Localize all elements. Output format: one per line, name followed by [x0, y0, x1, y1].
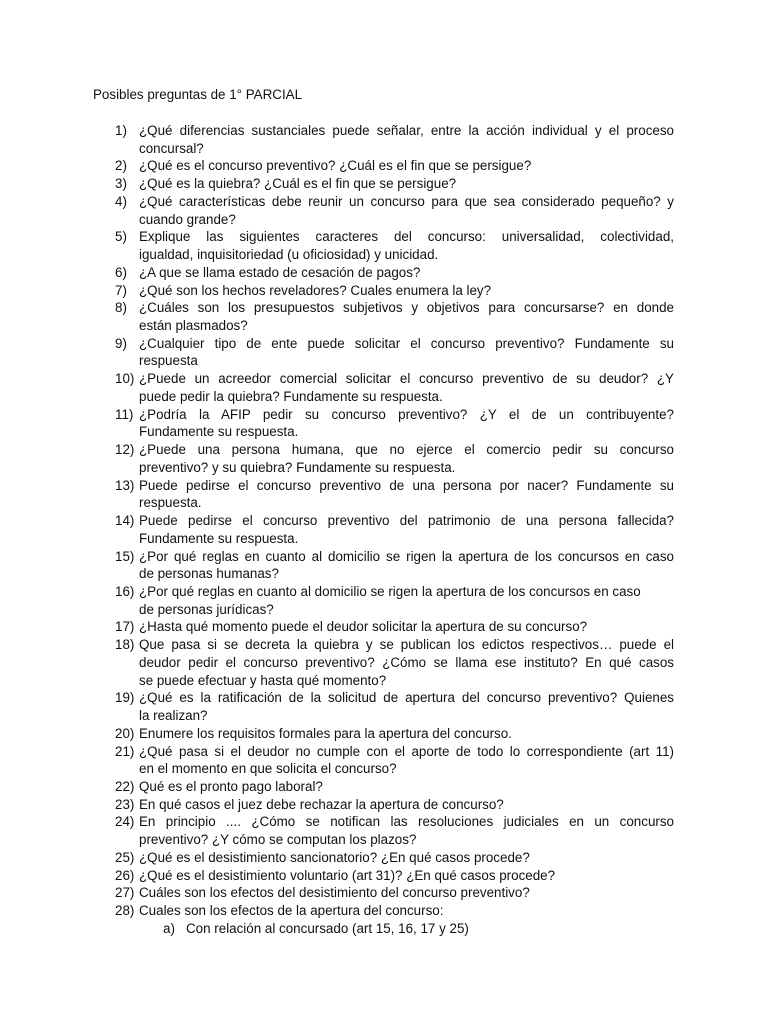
- question-text-line: ¿Qué es la ratificación de la solicitud de apertura del concurso preventivo? Quienes: [139, 690, 674, 706]
- question-number: 14): [115, 513, 135, 529]
- question-text-line: de personas humanas?: [139, 566, 279, 582]
- question-text-line: Qué es el pronto pago laboral?: [139, 779, 323, 794]
- question-text-line: En principio .... ¿Cómo se notifican las resoluciones judiciales en un concurso: [139, 814, 674, 830]
- question-text-line: respuesta.: [139, 495, 202, 511]
- question-text-line: concursal?: [139, 140, 204, 156]
- question-number: 9): [115, 335, 127, 351]
- question-number: 15): [115, 548, 135, 564]
- question-text-line: ¿Podría la AFIP pedir su concurso preventivo? ¿Y el de un contribuyente?: [139, 406, 674, 422]
- question-text-line: ¿Qué es el desistimiento sancionatorio? ¿En qué casos procede?: [139, 849, 530, 865]
- question-number: 21): [115, 743, 135, 759]
- question-text-line: ¿Qué es el desistimiento voluntario (art 31)? ¿En qué casos procede?: [139, 867, 556, 883]
- question-text-line: ¿Puede un acreedor comercial solicitar el concurso preventivo de su deudor? ¿Y: [139, 371, 674, 387]
- question-text-line: ¿Qué características debe reunir un concurso para que sea considerado pequeño? y: [139, 193, 674, 209]
- question-text-line: deudor pedir el concurso preventivo? ¿Cómo se llama ese instituto? En qué casos: [139, 654, 674, 670]
- question-number: 25): [115, 849, 135, 865]
- question-number: 26): [115, 867, 135, 883]
- question-number: 8): [115, 300, 127, 316]
- question-number: 3): [115, 176, 127, 192]
- question-text-line: se puede efectuar y hasta qué momento?: [139, 672, 387, 688]
- question-number: 10): [115, 371, 135, 387]
- document-title: Posibles preguntas de 1° PARCIAL: [93, 87, 303, 102]
- question-text-line: ¿Qué pasa si el deudor no cumple con el aporte de todo lo correspondiente (art 11): [139, 743, 674, 759]
- question-number: 2): [115, 158, 127, 174]
- question-number: 7): [115, 282, 127, 298]
- question-text-line: ¿Por qué reglas en cuanto al domicilio se rigen la apertura de los concursos en caso: [139, 548, 674, 564]
- question-text-line: ¿Puede una persona humana, que no ejerce el comercio pedir su concurso: [139, 442, 674, 458]
- question-text-line: Enumere los requisitos formales para la apertura del concurso.: [139, 725, 512, 741]
- question-text-line: cuando grande?: [139, 211, 236, 227]
- question-number: 19): [115, 690, 135, 706]
- question-number: 4): [115, 193, 127, 209]
- question-text-line: ¿Qué es el concurso preventivo? ¿Cuál es el fin que se persigue?: [139, 158, 532, 174]
- question-number: 22): [115, 779, 135, 794]
- question-text-line: igualdad, inquisitoriedad (u oficiosidad) y unicidad.: [139, 247, 439, 263]
- question-number: 1): [115, 123, 127, 138]
- question-text-line: ¿Qué son los hechos reveladores? Cuales enumera la ley?: [139, 282, 492, 298]
- subitem-marker: a): [163, 920, 175, 936]
- question-text-line: puede pedir la quiebra? Fundamente su respuesta.: [139, 388, 443, 404]
- question-text-line: ¿Qué diferencias sustanciales puede señalar, entre la acción individual y el proceso: [139, 123, 674, 138]
- question-number: 16): [115, 583, 135, 599]
- question-number: 11): [115, 406, 134, 422]
- question-text-line: Explique las siguientes caracteres del concurso: universalidad, colectividad,: [139, 229, 674, 245]
- question-text-line: preventivo? ¿Y cómo se computan los plazos?: [139, 832, 417, 848]
- question-text-line: en el momento en que solicita el concurso?: [139, 761, 397, 777]
- question-number: 20): [115, 725, 135, 741]
- question-text-line: de personas jurídicas?: [139, 601, 274, 617]
- question-text-line: ¿Hasta qué momento puede el deudor solicitar la apertura de su concurso?: [139, 619, 588, 635]
- question-text-line: En qué casos el juez debe rechazar la apertura de concurso?: [139, 796, 504, 812]
- question-text-line: ¿Qué es la quiebra? ¿Cuál es el fin que se persigue?: [139, 176, 457, 192]
- question-number: 27): [115, 885, 135, 901]
- question-number: 23): [115, 796, 135, 812]
- question-text-line: ¿Cuáles son los presupuestos subjetivos y objetivos para concursarse? en donde: [139, 300, 674, 316]
- question-number: 18): [115, 637, 135, 653]
- question-number: 6): [115, 264, 127, 280]
- subitem-text: Con relación al concursado (art 15, 16, 17 y 25): [186, 920, 469, 936]
- question-text-line: la realizan?: [139, 708, 208, 724]
- question-text-line: Fundamente su respuesta.: [139, 530, 299, 546]
- question-text-line: Puede pedirse el concurso preventivo del patrimonio de una persona fallecida?: [139, 513, 674, 529]
- question-text-line: Que pasa si se decreta la quiebra y se publican los edictos respectivos… puede el: [139, 637, 674, 653]
- question-text-line: Fundamente su respuesta.: [139, 424, 299, 440]
- question-text-line: Puede pedirse el concurso preventivo de una persona por nacer? Fundamente su: [139, 477, 674, 493]
- question-text-line: están plasmados?: [139, 318, 248, 334]
- question-text-line: respuesta: [139, 353, 198, 369]
- question-number: 13): [115, 477, 135, 493]
- question-text-line: preventivo? y su quiebra? Fundamente su respuesta.: [139, 459, 456, 475]
- question-number: 17): [115, 619, 135, 635]
- question-text-line: ¿A que se llama estado de cesación de pagos?: [139, 264, 421, 280]
- question-text-line: Cuáles son los efectos del desistimiento del concurso preventivo?: [139, 885, 530, 901]
- question-number: 24): [115, 814, 135, 830]
- question-number: 28): [115, 903, 135, 919]
- question-number: 5): [115, 229, 127, 245]
- question-text-line: ¿Cualquier tipo de ente puede solicitar el concurso preventivo? Fundamente su: [139, 335, 674, 351]
- question-text-line: ¿Por qué reglas en cuanto al domicilio se rigen la apertura de los concursos en caso: [139, 583, 641, 599]
- question-number: 12): [115, 442, 135, 458]
- question-text-line: Cuales son los efectos de la apertura del concurso:: [139, 903, 444, 919]
